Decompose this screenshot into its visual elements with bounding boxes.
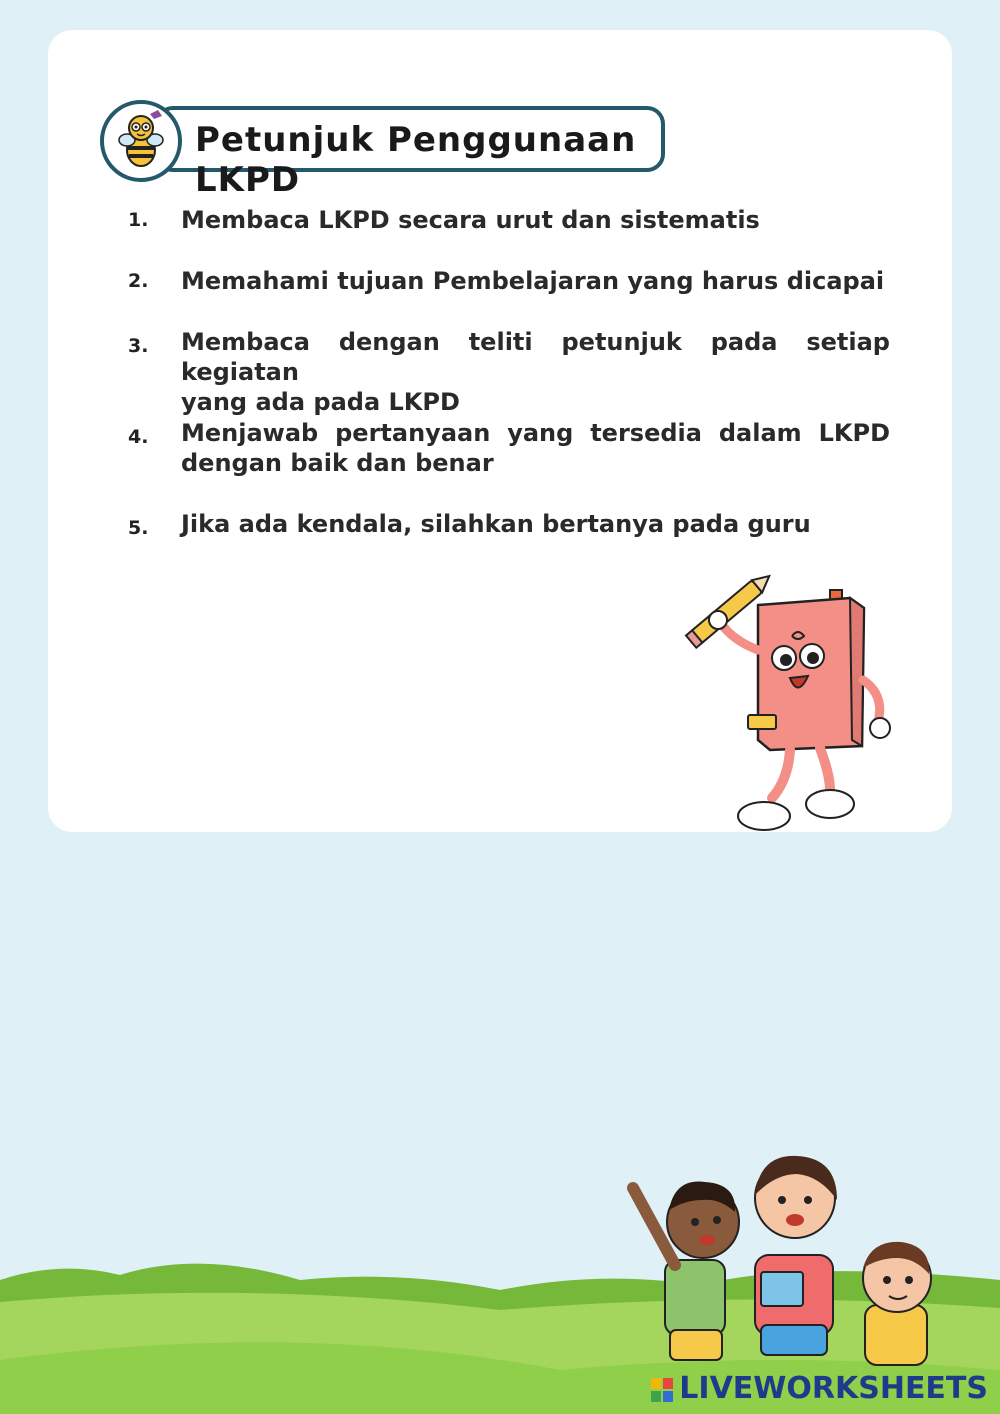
bee-mascot-icon bbox=[100, 100, 182, 182]
children-illustration bbox=[615, 1140, 960, 1400]
item-text: Memahami tujuan Pembelajaran yang harus dicapai bbox=[181, 267, 885, 295]
item-text: Membaca LKPD secara urut dan sistematis bbox=[181, 206, 760, 234]
item-text-line: yang ada pada LKPD bbox=[181, 388, 460, 416]
book-character-illustration bbox=[680, 570, 910, 835]
list-item bbox=[128, 418, 890, 478]
brand-text: LIVEWORKSHEETS bbox=[679, 1371, 988, 1406]
item-number: 2. bbox=[128, 270, 149, 292]
item-text bbox=[181, 418, 890, 478]
item-text-line: dengan baik dan benar bbox=[181, 449, 494, 477]
title-banner bbox=[100, 100, 680, 200]
list-item bbox=[128, 205, 890, 235]
item-number: 3. bbox=[128, 335, 149, 357]
item-number: 1. bbox=[128, 209, 149, 231]
list-item bbox=[128, 266, 890, 296]
item-text-line: Menjawab pertanyaan yang tersedia dalam LKPD bbox=[181, 419, 890, 447]
item-text bbox=[181, 327, 890, 417]
list-item bbox=[128, 327, 890, 417]
item-text: Jika ada kendala, silahkan bertanya pada guru bbox=[181, 510, 811, 538]
item-text-line: Membaca dengan teliti petunjuk pada setiap kegiatan bbox=[181, 328, 890, 386]
item-number: 5. bbox=[128, 517, 149, 539]
page-title: Petunjuk Penggunaan LKPD bbox=[195, 120, 637, 200]
list-item bbox=[128, 509, 890, 539]
item-number: 4. bbox=[128, 426, 149, 448]
brand-mark-icon bbox=[649, 1376, 675, 1404]
brand-logo bbox=[649, 1371, 988, 1406]
